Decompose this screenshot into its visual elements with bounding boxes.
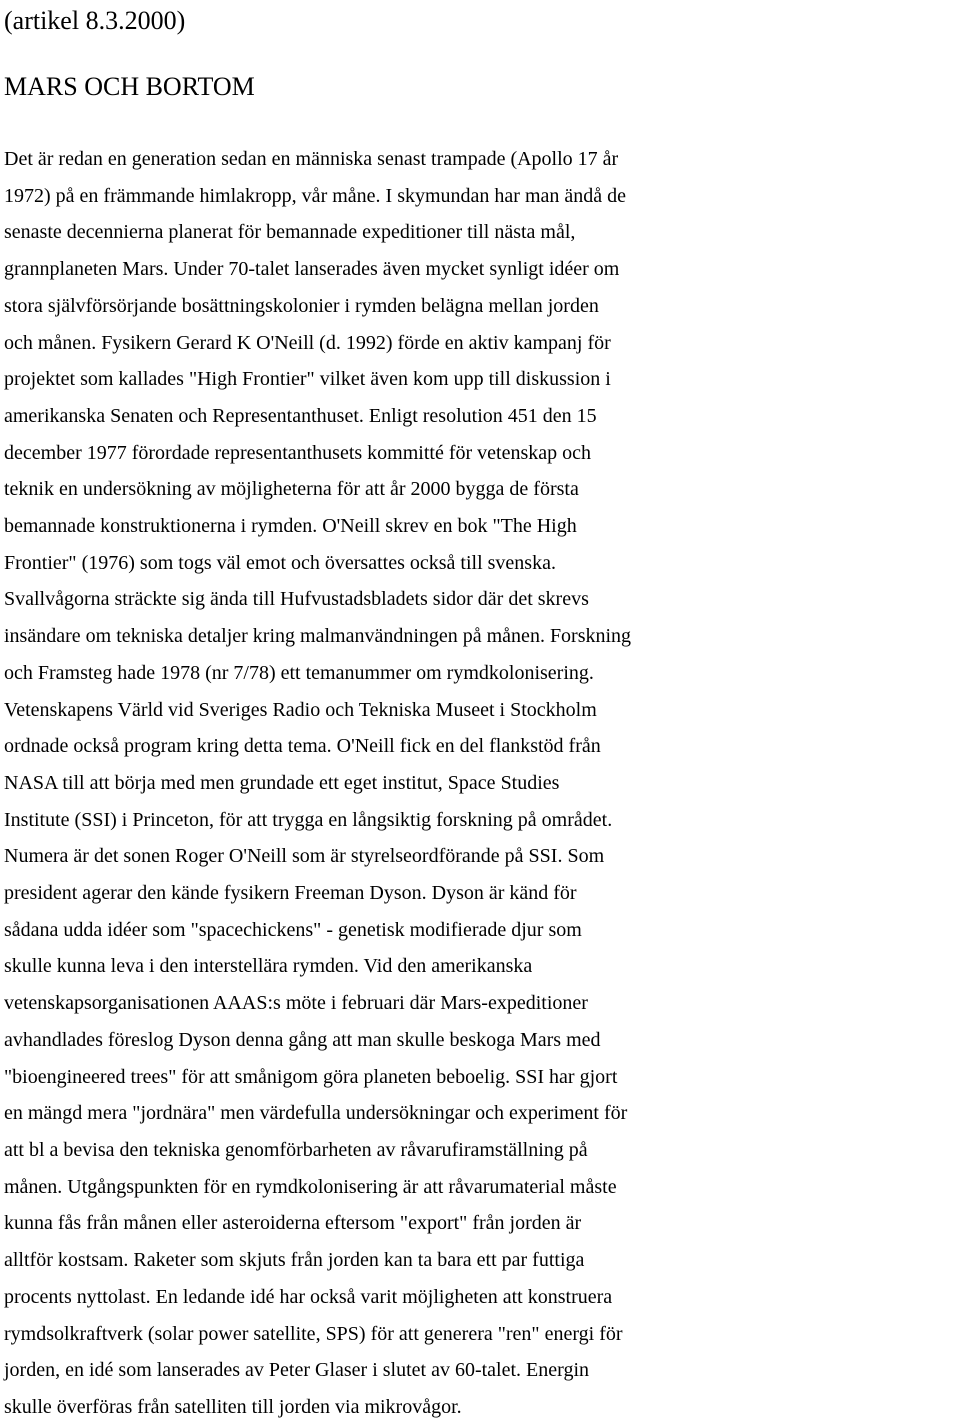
body-line: Vetenskapens Värld vid Sveriges Radio och Tekniska Museet i Stockholm — [4, 698, 597, 721]
body-line: december 1977 förordade representanthusets kommitté för vetenskap och — [4, 441, 592, 464]
body-line: Frontier" (1976) som togs väl emot och översattes också till svenska. — [4, 551, 556, 574]
body-line: en mängd mera "jordnära" men värdefulla undersökningar och experiment för — [4, 1102, 628, 1125]
body-line: ordnade också program kring detta tema. O'Neill fick en del flankstöd från — [4, 735, 601, 758]
body-line: procents nyttolast. En ledande idé har också varit möjligheten att konstruera — [4, 1285, 613, 1308]
body-line: amerikanska Senaten och Representanthuset. Enligt resolution 451 den 15 — [4, 404, 597, 427]
body-line: Institute (SSI) i Princeton, för att trygga en långsiktig forskning på området. — [4, 808, 613, 831]
body-line: grannplaneten Mars. Under 70-talet lanserades även mycket synligt idéer om — [4, 258, 620, 281]
body-line: jorden, en idé som lanserades av Peter Glaser i slutet av 60-talet. Energin — [4, 1359, 589, 1382]
body-line: 1972) på en främmande himlakropp, vår måne. I skymundan har man ändå de — [4, 184, 627, 207]
article-dateline: (artikel 8.3.2000) — [4, 6, 186, 35]
body-line: att bl a bevisa den tekniska genomförbarheten av råvarufiramställning på — [4, 1138, 588, 1161]
article-body — [4, 141, 960, 1426]
body-line: NASA till att börja med men grundade ett eget institut, Space Studies — [4, 771, 560, 794]
body-line: och månen. Fysikern Gerard K O'Neill (d. 1992) förde en aktiv kampanj för — [4, 331, 611, 354]
body-line: senaste decennierna planerat för bemannade expeditioner till nästa mål, — [4, 221, 576, 244]
body-line: vetenskapsorganisationen AAAS:s möte i februari där Mars-expeditioner — [4, 992, 588, 1015]
body-line: och Framsteg hade 1978 (nr 7/78) ett temanummer om rymdkolonisering. — [4, 661, 594, 684]
body-line: kunna fås från månen eller asteroiderna eftersom "export" från jorden är — [4, 1212, 582, 1235]
body-line: Det är redan en generation sedan en människa senast trampade (Apollo 17 år — [4, 148, 619, 170]
body-line: projektet som kallades "High Frontier" vilket även kom upp till diskussion i — [4, 368, 611, 391]
body-line: teknik en undersökning av möjligheterna för att år 2000 bygga de första — [4, 478, 579, 501]
body-line: sådana udda idéer som "spacechickens" - genetisk modifierade djur som — [4, 918, 582, 941]
body-line: stora självförsörjande bosättningskolonier i rymden belägna mellan jorden — [4, 294, 599, 317]
body-line: insändare om tekniska detaljer kring malmanvändningen på månen. Forskning — [4, 625, 632, 648]
body-line: Numera är det sonen Roger O'Neill som är styrelseordförande på SSI. Som — [4, 845, 605, 868]
body-line: skulle överföras från satelliten till jorden via mikrovågor. — [4, 1395, 462, 1418]
body-line: rymdsolkraftverk (solar power satellite, SPS) för att generera "ren" energi för — [4, 1322, 623, 1345]
body-line: Svallvågorna sträckte sig ända till Hufvustadsbladets sidor där det skrevs — [4, 588, 589, 611]
body-line: månen. Utgångspunkten för en rymdkolonisering är att råvarumaterial måste — [4, 1175, 617, 1198]
body-line: bemannade konstruktionerna i rymden. O'Neill skrev en bok "The High — [4, 515, 577, 538]
article-title: MARS OCH BORTOM — [4, 72, 255, 101]
body-line: president agerar den kände fysikern Freeman Dyson. Dyson är känd för — [4, 882, 577, 905]
body-line: avhandlades föreslog Dyson denna gång att man skulle beskoga Mars med — [4, 1028, 601, 1051]
body-line: skulle kunna leva i den interstellära rymden. Vid den amerikanska — [4, 955, 533, 978]
body-line: alltför kostsam. Raketer som skjuts från jorden kan ta bara ett par futtiga — [4, 1249, 585, 1272]
body-line: "bioengineered trees" för att smånigom göra planeten beboelig. SSI har gjort — [4, 1065, 618, 1088]
